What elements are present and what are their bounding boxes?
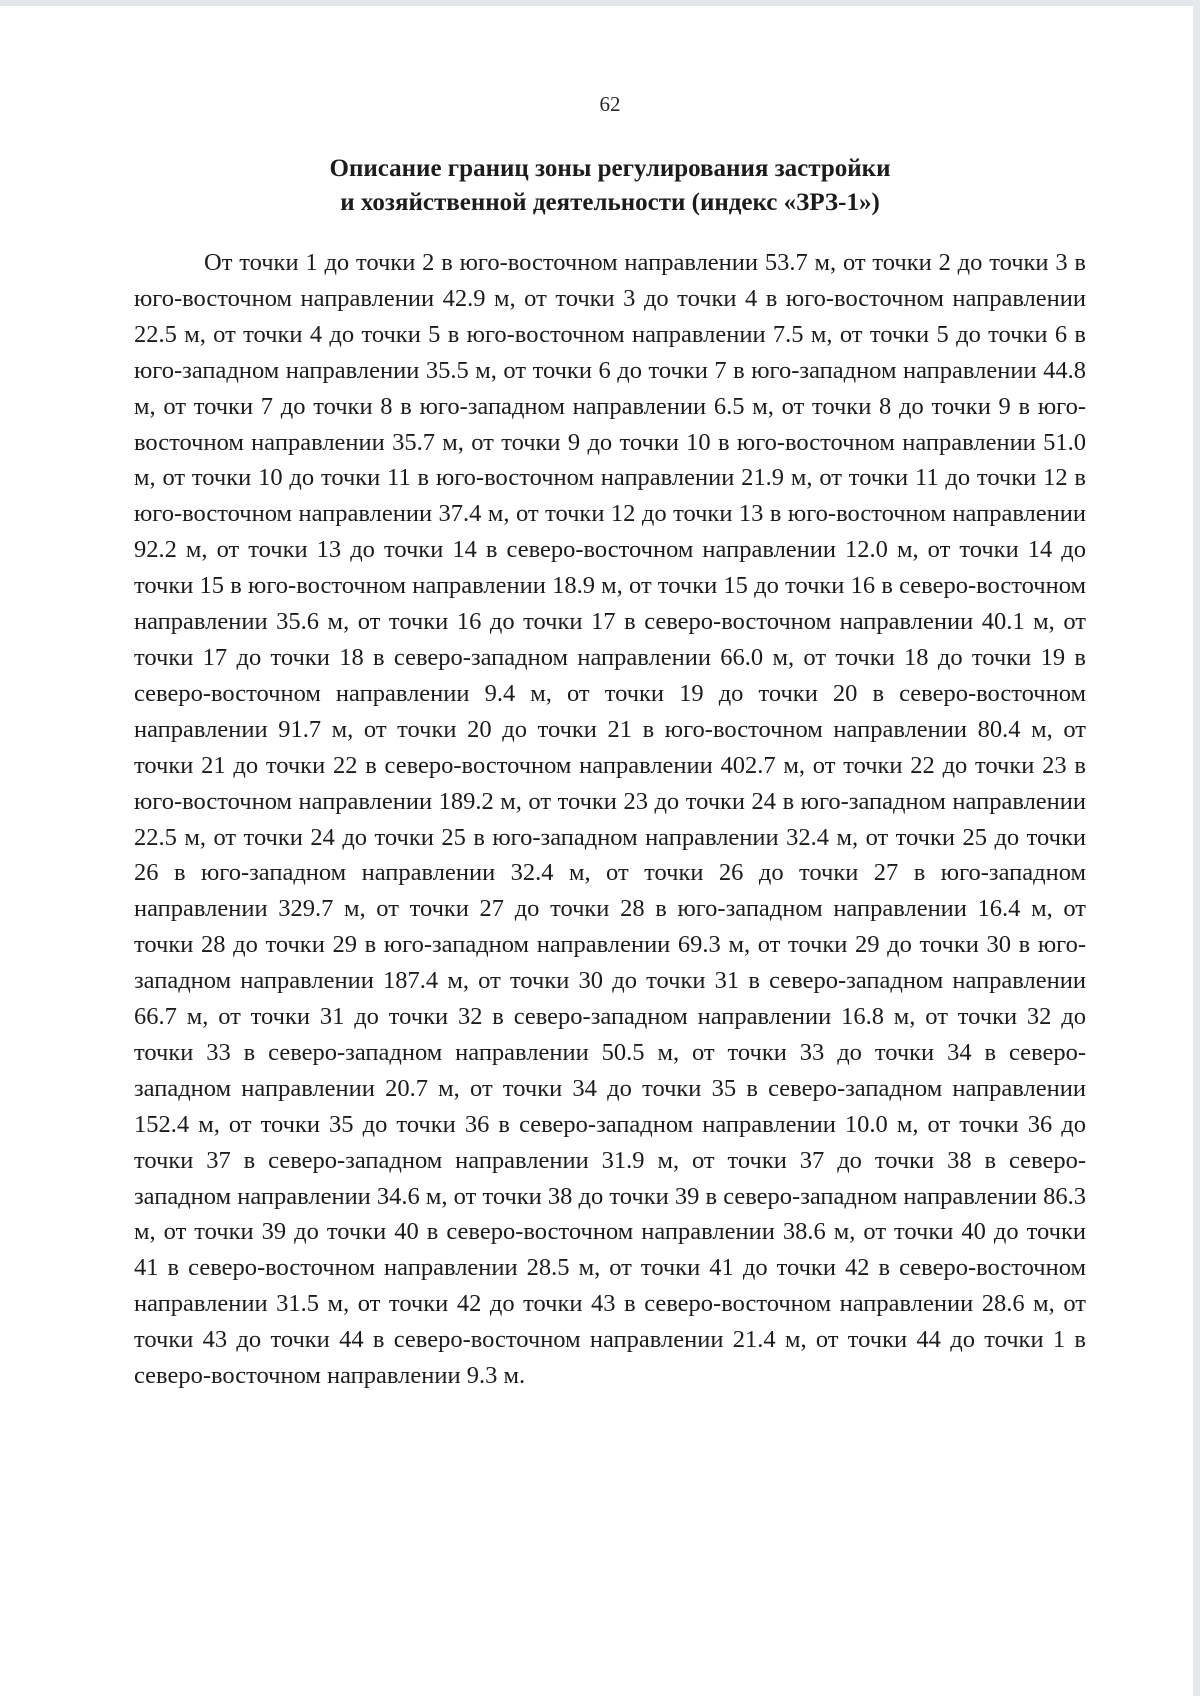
scan-edge-right	[1193, 0, 1200, 1696]
document-title	[134, 152, 1086, 220]
boundary-description-paragraph: От точки 1 до точки 2 в юго-восточном направлении 53.7 м, от точки 2 до точки 3 в юго-восточном направлении 42.9 м, от точки 3 до точки 4 в юго-восточном направлении 22.5 м, от точки 4 до точки 5 в юго-восточном направлении 7.5 м, от точки 5 до точки 6 в юго-западном направлении 35.5 м, от точки 6 до точки 7 в юго-западном направлении 44.8 м, от точки 7 до точки 8 в юго-западном направлении 6.5 м, от точки 8 до точки 9 в юго-восточном направлении 35.7 м, от точки 9 до точки 10 в юго-восточном направлении 51.0 м, от точки 10 до точки 11 в юго-восточном направлении 21.9 м, от точки 11 до точки 12 в юго-восточном направлении 37.4 м, от точки 12 до точки 13 в юго-восточном направлении 92.2 м, от точки 13 до точки 14 в северо-восточном направлении 12.0 м, от точки 14 до точки 15 в юго-восточном направлении 18.9 м, от точки 15 до точки 16 в северо-восточном направлении 35.6 м, от точки 16 до точки 17 в северо-восточном направлении 40.1 м, от точки 17 до точки 18 в северо-западном направлении 66.0 м, от точки 18 до точки 19 в северо-восточном направлении 9.4 м, от точки 19 до точки 20 в северо-восточном направлении 91.7 м, от точки 20 до точки 21 в юго-восточном направлении 80.4 м, от точки 21 до точки 22 в северо-восточном направлении 402.7 м, от точки 22 до точки 23 в юго-восточном направлении 189.2 м, от точки 23 до точки 24 в юго-западном направлении 22.5 м, от точки 24 до точки 25 в юго-западном направлении 32.4 м, от точки 25 до точки 26 в юго-западном направлении 32.4 м, от точки 26 до точки 27 в юго-западном направлении 329.7 м, от точки 27 до точки 28 в юго-западном направлении 16.4 м, от точки 28 до точки 29 в юго-западном направлении 69.3 м, от точки 29 до точки 30 в юго-западном направлении 187.4 м, от точки 30 до точки 31 в северо-западном направлении 66.7 м, от точки 31 до точки 32 в северо-западном направлении 16.8 м, от точки 32 до точки 33 в северо-западном направлении 50.5 м, от точки 33 до точки 34 в северо-западном направлении 20.7 м, от точки 34 до точки 35 в северо-западном направлении 152.4 м, от точки 35 до точки 36 в северо-западном направлении 10.0 м, от точки 36 до точки 37 в северо-западном направлении 31.9 м, от точки 37 до точки 38 в северо-западном направлении 34.6 м, от точки 38 до точки 39 в северо-западном направлении 86.3 м, от точки 39 до точки 40 в северо-восточном направлении 38.6 м, от точки 40 до точки 41 в северо-восточном направлении 28.5 м, от точки 41 до точки 42 в северо-восточном направлении 31.5 м, от точки 42 до точки 43 в северо-восточном направлении 28.6 м, от точки 43 до точки 44 в северо-восточном направлении 21.4 м, от точки 44 до точки 1 в северо-восточном направлении 9.3 м.	[134, 249, 1086, 1390]
document-title-line-1: Описание границ зоны регулирования застройки	[329, 155, 891, 182]
page-number: 62	[599, 92, 621, 116]
scan-edge-top	[0, 0, 1200, 6]
document-title-line-2: и хозяйственной деятельности (индекс «ЗРЗ-1»)	[340, 189, 880, 216]
